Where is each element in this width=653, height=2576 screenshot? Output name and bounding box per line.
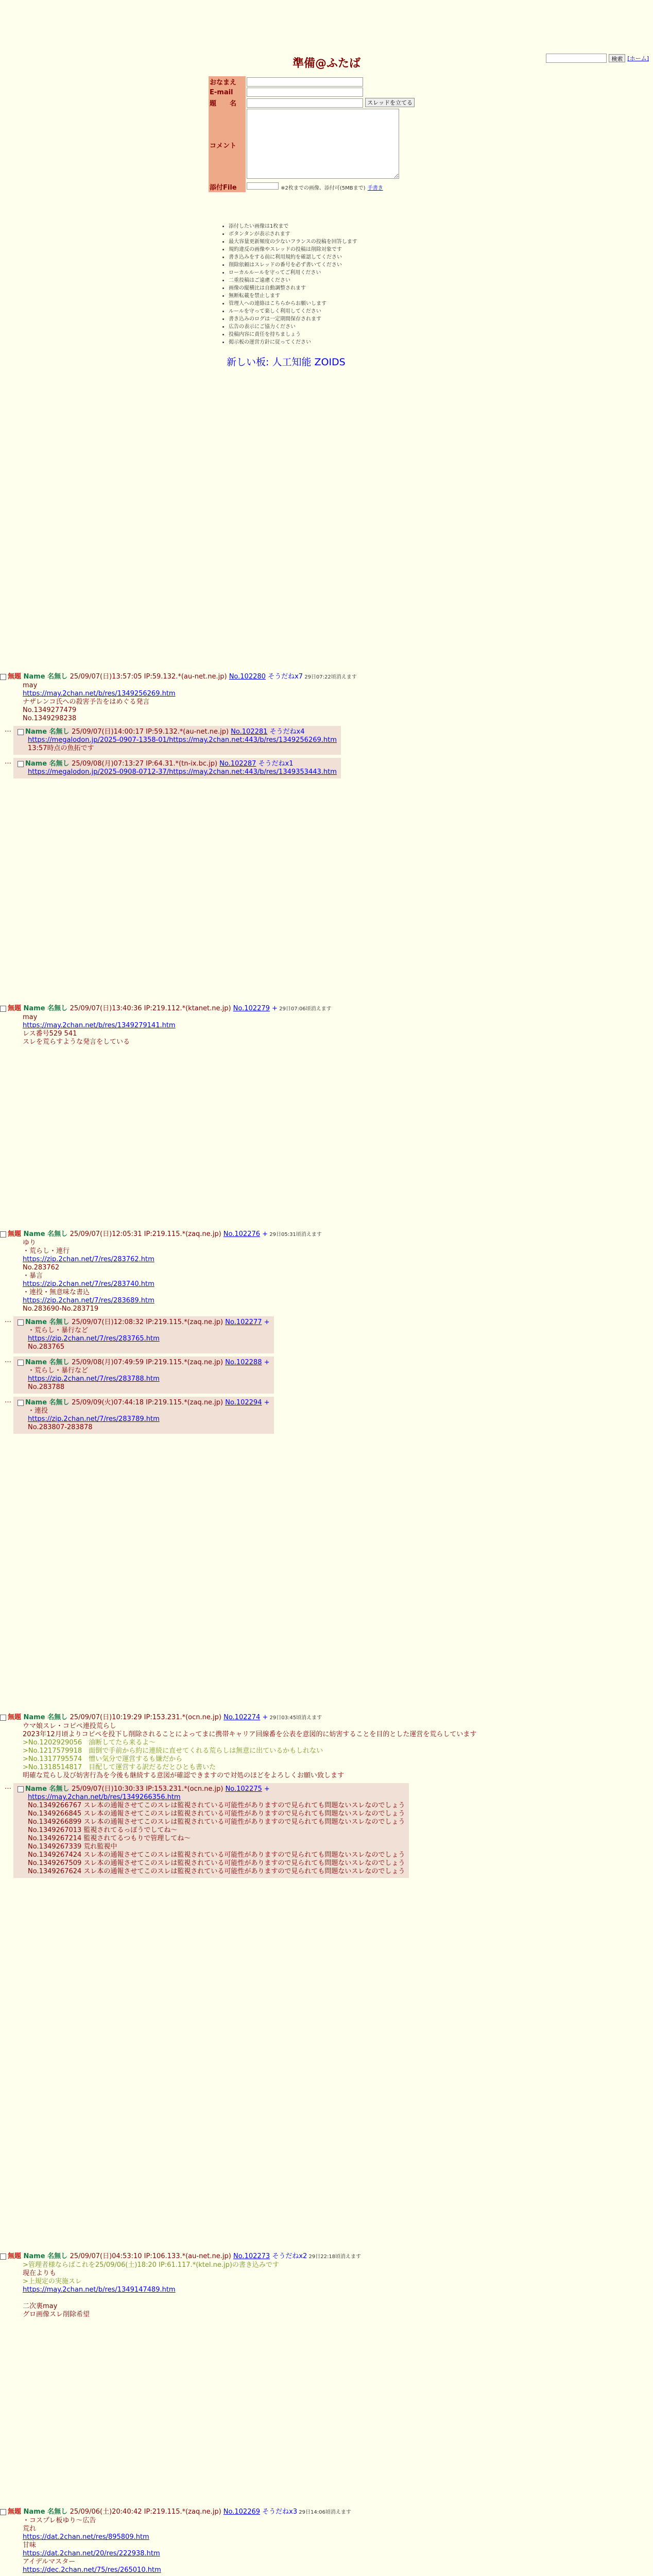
soudane-button[interactable]: そうだねx4 [269, 728, 305, 736]
body-line: No.1349267339 荒れ監視中 [28, 1843, 117, 1851]
poster-name: Name 名無し [25, 1318, 72, 1326]
poster-name: Name 名無し [25, 1785, 72, 1793]
body-line: No.1349266767 スレ本の通報させてこのスレは監視されている可能性がありますので見られても問題ないスレなのでしょう [28, 1802, 405, 1809]
post-subject: 無題 [8, 2508, 24, 2516]
expiry-note: 29日07:06頃消えます [277, 1006, 332, 1012]
rule-item: • ルールを守って楽しく利用してください [229, 308, 357, 315]
post-subject: 無題 [8, 1005, 24, 1012]
body-line: No.283765 [28, 1343, 65, 1351]
post-date: 25/09/07(日)04:53:10 IP:106.133.*(au-net.ne.jp) [70, 2252, 233, 2260]
comment-label: コメント [209, 108, 246, 181]
reply-post [13, 726, 341, 755]
post-number[interactable]: No.102269 [223, 2508, 261, 2516]
post-date: 25/09/07(日)10:19:29 IP:153.231.*(ocn.ne.jp) [70, 1714, 224, 1721]
new-board-ad[interactable]: 新しい板: 人工知能 ZOIDS [227, 357, 346, 368]
expiry-note: 29日07:22頃消えます [303, 674, 357, 680]
soudane-button[interactable]: そうだねx3 [262, 2508, 298, 2516]
reply-row [0, 1316, 653, 1353]
delete-checkbox[interactable] [0, 1231, 6, 1238]
board-title: 準備@ふたば [292, 57, 360, 70]
body-line: No.1349266845 スレ本の通報させてこのスレは監視されている可能性がありますので見られても問題ないスレなのでしょう [28, 1810, 405, 1818]
soudane-button[interactable]: + [264, 1785, 270, 1793]
thread-link[interactable]: https://may.2chan.net/b/res/1349256269.htm [23, 690, 176, 698]
rule-item: • 二重投稿はご遠慮ください [229, 277, 357, 284]
body-line: ナザレンコ氏への殺害予告をはめぐる発言 [23, 698, 150, 706]
delete-checkbox[interactable] [0, 2509, 6, 2515]
body-line: ・コスプレ板ゆり～広告 [23, 2517, 96, 2524]
expiry-note: 29日14:06頃消えます [297, 2510, 351, 2515]
reply-row [0, 1397, 653, 1434]
reply-marker: … [5, 1316, 11, 1324]
post-header [0, 1714, 653, 1722]
body-line: 13:57時点の魚拓です [28, 744, 94, 752]
post-header [18, 1785, 405, 1793]
body-line: 甘味 [23, 2541, 37, 2549]
submit-button[interactable]: スレッドを立てる [365, 98, 415, 107]
post-body [23, 2517, 653, 2574]
post-subject: 無題 [8, 2252, 24, 2260]
post-number[interactable]: No.102280 [229, 673, 266, 681]
body-line: No.283788 [28, 1383, 65, 1391]
reply-post [13, 758, 341, 778]
post-subject: 無題 [8, 1714, 24, 1721]
thread-link[interactable]: https://megalodon.jp/2025-0907-1358-01/https://may.2chan.net:443/b/res/1349256269.htm [28, 736, 337, 744]
body-line: No.1349267013 監視されてるっぽうでしてね～ [28, 1826, 178, 1834]
delete-checkbox[interactable] [0, 674, 6, 680]
post-number[interactable]: No.102288 [225, 1359, 262, 1366]
poster-name: Name 名無し [25, 760, 72, 768]
thread-link[interactable]: https://zip.2chan.net/7/res/283789.htm [28, 1415, 160, 1423]
thread-link[interactable]: https://zip.2chan.net/7/res/283765.htm [28, 1335, 160, 1343]
reply-post [13, 1397, 274, 1434]
rule-item: • 最大容量更新頻度の少ないフランスの投稿を回答します [229, 238, 357, 246]
body-line: ・連投・無意味な書込 [23, 1289, 90, 1296]
body-line: No.1349266899 スレ本の通報させてこのスレは監視されている可能性がありますので見られても問題ないスレなのでしょう [28, 1818, 405, 1826]
soudane-button[interactable]: + [264, 1318, 270, 1326]
thread-link[interactable]: https://megalodon.jp/2025-0908-0712-37/https://may.2chan.net:443/b/res/1349353443.htm [28, 768, 337, 776]
home-link[interactable]: [ホーム] [627, 55, 649, 62]
thread-link[interactable]: https://zip.2chan.net/7/res/283689.htm [23, 1297, 154, 1304]
post-header [18, 760, 337, 768]
reply-body [28, 1327, 270, 1351]
reply-post [13, 1316, 274, 1353]
rule-item: • 広告の表示にご協力ください [229, 323, 357, 331]
thread-link[interactable]: https://dat.2chan.net/res/895809.htm [23, 2533, 149, 2541]
rule-item: • 管理人への連絡はこちらからお願いします [229, 300, 357, 308]
rule-item: • ボタンタンが表示されます [229, 230, 357, 238]
expiry-note: 29日05:31頃消えます [268, 1232, 322, 1238]
post-date: 25/09/07(日)14:00:17 IP:59.132.*(au-net.ne.jp) [72, 728, 231, 736]
post-number[interactable]: No.102276 [223, 1230, 261, 1238]
poster-name: Name 名無し [23, 1714, 70, 1721]
reply-marker: … [5, 1357, 11, 1364]
delete-checkbox[interactable] [18, 1360, 24, 1366]
email-label: E-mail [209, 87, 246, 97]
post-body [23, 1013, 653, 1046]
rule-item: • 無断転載を禁止します [229, 292, 357, 300]
delete-checkbox[interactable] [18, 729, 24, 735]
soudane-button[interactable]: + [262, 1714, 268, 1721]
body-line: スレを荒らすような発言をしている [23, 1038, 130, 1046]
rule-item: • 掲示板の運営方針に従ってください [229, 338, 357, 346]
body-line: ・荒らし・暴行など [28, 1367, 89, 1375]
rule-item: • 規約違反の画像やスレッドの投稿は削除対象です [229, 246, 357, 253]
reply-post [13, 1357, 274, 1394]
thread-link[interactable]: https://may.2chan.net/b/res/1349147489.htm [23, 2286, 176, 2294]
file-note: ※2枚までの画像、添付可(5MBまで) [281, 185, 366, 191]
thread-link[interactable]: https://dat.2chan.net/20/res/222938.htm [23, 2550, 160, 2557]
rule-item: • 添付したい画像は1枚まで [229, 223, 357, 230]
post-header [0, 1005, 653, 1013]
quote-text: >No.1202929056 油断してたら来るよ～ [23, 1739, 156, 1747]
body-line: グロ画像スレ削除希望 [23, 2311, 90, 2318]
post-date: 25/09/07(日)10:30:33 IP:153.231.*(ocn.ne.jp) [72, 1785, 226, 1793]
post-number[interactable]: No.102294 [225, 1399, 262, 1406]
body-line: No.1349298238 [23, 715, 77, 722]
quote-text: >No.1217579918 面倒で手前から約に連続に直せてくれる荒らしは無意に出ているかもしれない [23, 1747, 323, 1755]
body-line: ウマ娘スレ・コピペ連投荒らし [23, 1722, 116, 1730]
quote-text: >管理者様ならばこれを25/09/06(土)18:20 IP:61.117.*(ktel.ne.jp)の書き込みです [23, 2261, 279, 2269]
reply-marker: … [5, 1783, 11, 1791]
expiry-note: 29日22:18頃消えます [307, 2254, 362, 2260]
reply-row [0, 1783, 653, 1878]
post-date: 25/09/08(月)07:13:27 IP:64.31.*(tn-ix.bc.jp) [72, 760, 220, 768]
body-line: No.283762 [23, 1264, 60, 1272]
body-line: No.1349267509 スレ本の通報させてこのスレは監視されている可能性がありますので見られても問題ないスレなのでしょう [28, 1859, 405, 1867]
rule-item: • 画像の縦横比は自動調整されます [229, 284, 357, 292]
poster-name: Name 名無し [25, 1399, 72, 1406]
post-number[interactable]: No.102287 [219, 760, 256, 768]
thread [0, 1230, 653, 1434]
email-input[interactable] [247, 88, 363, 97]
search-button[interactable]: 検索 [609, 54, 625, 62]
poster-name: Name 名無し [23, 2252, 70, 2260]
reply-body [28, 768, 337, 776]
poster-name: Name 名無し [25, 728, 72, 736]
post-date: 25/09/07(日)12:08:32 IP:219.115.*(zaq.ne.jp) [72, 1318, 226, 1326]
thread-link[interactable]: https://zip.2chan.net/7/res/283740.htm [23, 1280, 154, 1288]
post-header [0, 673, 653, 682]
post-body [23, 682, 653, 723]
comment-textarea[interactable] [247, 109, 399, 179]
rule-item: • 書き込みをする前に利用規約を確認してください [229, 253, 357, 261]
poster-name: Name 名無し [25, 1359, 72, 1366]
body-line: 2023年12月頃よりコピペを投下し削除されることによってまに携帯キャリア回線番を公表を意図的に妨害することを目的とした運営を荒らしています [23, 1731, 477, 1738]
body-line: ・荒らし・暴行など [28, 1327, 89, 1334]
post-date: 25/09/07(日)13:40:36 IP:219.112.*(ktanet.ne.jp) [70, 1005, 233, 1012]
post-number[interactable]: No.102279 [233, 1005, 270, 1012]
post-date: 25/09/07(日)13:57:05 IP:59.132.*(au-net.ne.jp) [70, 673, 229, 681]
post-header [0, 2252, 653, 2261]
delete-checkbox[interactable] [0, 2253, 6, 2260]
body-line: No.283690-No.283719 [23, 1305, 99, 1313]
body-line: ・連投 [28, 1407, 48, 1415]
body-line: ・暴言 [23, 1272, 43, 1280]
post-form [209, 76, 416, 192]
rules-list [221, 223, 357, 346]
body-line: 明確な荒らし及び妨害行為を今後も継続する意図が確認できますので対処のほどをよろしくお願い致します [23, 1772, 345, 1780]
reply-marker: … [5, 726, 11, 734]
post-header [18, 1318, 270, 1327]
soudane-button[interactable]: + [264, 1399, 270, 1406]
body-line: 現在よりも [23, 2269, 57, 2277]
draw-link[interactable]: 手書き [367, 185, 383, 191]
post-subject: 無題 [8, 673, 24, 681]
reply-body [28, 736, 337, 753]
post-date: 25/09/06(土)20:40:42 IP:219.115.*(zaq.ne.jp) [70, 2508, 224, 2516]
post-body [23, 1722, 653, 1780]
post-date: 25/09/09(火)07:44:18 IP:219.115.*(zaq.ne.jp) [72, 1399, 226, 1406]
post-header [0, 1230, 653, 1239]
poster-name: Name 名無し [23, 2508, 70, 2516]
post-number[interactable]: No.102273 [233, 2252, 270, 2260]
subject-label: 題 名 [209, 97, 246, 108]
body-line: No.1349267214 監視されてるつもりで管理してね～ [28, 1835, 191, 1842]
post-number[interactable]: No.102281 [231, 728, 268, 736]
file-chooser[interactable] [247, 182, 279, 190]
post-header [18, 1359, 270, 1367]
delete-checkbox[interactable] [18, 1400, 24, 1406]
body-line: ・荒らし・連行 [23, 1247, 70, 1255]
soudane-button[interactable]: + [264, 1359, 270, 1366]
thread [0, 2508, 653, 2574]
reply-body [28, 1367, 270, 1392]
delete-checkbox[interactable] [0, 1715, 6, 1721]
soudane-button[interactable]: + [262, 1230, 268, 1238]
post-subject: 無題 [8, 1230, 24, 1238]
quote-text: >No.1317795574 憎い気分で運営するも嫌だから [23, 1755, 183, 1763]
quote-text: >No.1318514817 目配して運営する訳だるだとひとも書いた [23, 1764, 216, 1771]
post-header [18, 1399, 270, 1407]
post-date: 25/09/07(日)12:05:31 IP:219.115.*(zaq.ne.jp) [70, 1230, 224, 1238]
post-body [23, 1239, 653, 1313]
body-line: No.1349277479 [23, 706, 77, 714]
file-label: 添付File [209, 181, 246, 192]
quote-text: >上規定の実施スレ [23, 2278, 82, 2285]
rule-item: • 投稿内容に責任を持ちましょう [229, 331, 357, 338]
delete-checkbox[interactable] [18, 761, 24, 767]
reply-row [0, 726, 653, 755]
body-line: ゆり [23, 1239, 37, 1247]
thread-link[interactable]: https://zip.2chan.net/7/res/283762.htm [23, 1256, 154, 1263]
post-number[interactable]: No.102277 [225, 1318, 262, 1326]
post-number[interactable]: No.102275 [225, 1785, 262, 1793]
expiry-note: 29日03:45頃消えます [268, 1715, 322, 1721]
post-header [0, 2508, 653, 2517]
soudane-button[interactable]: そうだねx2 [272, 2252, 307, 2260]
soudane-button[interactable]: + [272, 1005, 278, 1012]
name-label: おなまえ [209, 76, 246, 87]
poster-name: Name 名無し [23, 1230, 70, 1238]
reply-marker: … [5, 1397, 11, 1404]
thread-link[interactable]: https://may.2chan.net/b/res/1349266356.htm [28, 1793, 181, 1801]
body-line: may [23, 1013, 38, 1021]
body-line: No.1349267624 スレ本の通報させてこのスレは監視されている可能性がありますので見られても問題ないスレなのでしょう [28, 1868, 405, 1875]
body-line: レス番号529 541 [23, 1030, 77, 1038]
body-line: 二次裏may [23, 2302, 58, 2310]
rule-item: • 削除依頼はスレッドの番号を必ず書いてください [229, 261, 357, 269]
delete-checkbox[interactable] [18, 1786, 24, 1792]
soudane-button[interactable]: そうだねx7 [268, 673, 303, 681]
delete-checkbox[interactable] [0, 1006, 6, 1012]
delete-checkbox[interactable] [18, 1319, 24, 1326]
reply-body [28, 1407, 270, 1432]
body-line: may [23, 682, 38, 689]
poster-name: Name 名無し [23, 1005, 70, 1012]
post-number[interactable]: No.102274 [224, 1714, 261, 1721]
thread [0, 2252, 653, 2319]
rule-item: • 書き込みのログは一定期間保存されます [229, 315, 357, 323]
soudane-button[interactable]: そうだねx1 [258, 760, 294, 768]
post-date: 25/09/08(月)07:49:59 IP:219.115.*(zaq.ne.jp) [72, 1359, 226, 1366]
subject-input[interactable] [247, 98, 363, 108]
reply-row [0, 1357, 653, 1394]
body-line: No.1349267424 スレ本の通報させてこのスレは監視されている可能性がありますので見られても問題ないスレなのでしょう [28, 1851, 405, 1859]
rule-item: • ローカルルールを守ってご利用ください [229, 269, 357, 277]
thread-link[interactable]: https://may.2chan.net/b/res/1349279141.htm [23, 1022, 176, 1029]
thread-link[interactable]: https://dec.2chan.net/75/res/265010.htm [23, 2566, 161, 2574]
thread [0, 1005, 653, 1046]
reply-post [13, 1783, 409, 1878]
reply-body [28, 1793, 405, 1876]
poster-name: Name 名無し [23, 673, 70, 681]
thread [0, 1714, 653, 1878]
post-body [23, 2261, 653, 2319]
name-input[interactable] [247, 77, 363, 87]
body-line: No.283807-283878 [28, 1423, 93, 1431]
post-header [18, 728, 337, 736]
thread [0, 673, 653, 778]
thread-link[interactable]: https://zip.2chan.net/7/res/283788.htm [28, 1375, 160, 1383]
body-line: アイデルマスター [23, 2558, 76, 2566]
reply-row [0, 758, 653, 778]
reply-marker: … [5, 758, 11, 766]
body-line: 荒れ [23, 2525, 37, 2533]
